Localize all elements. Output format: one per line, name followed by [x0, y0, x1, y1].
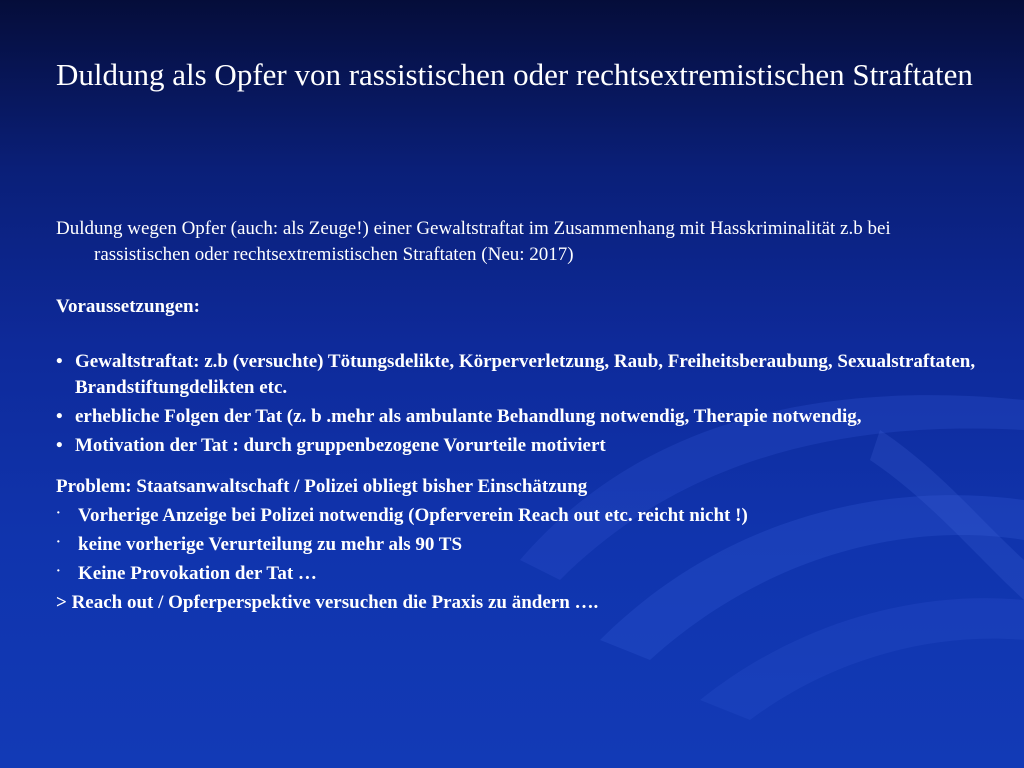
problem-heading: Problem: Staatsanwaltschaft / Polizei obliegt bisher Einschätzung: [56, 476, 588, 497]
problem-text: keine vorherige Verurteilung zu mehr als 90 TS: [78, 534, 463, 555]
problem-list: [56, 503, 986, 587]
list-item: [56, 503, 986, 529]
bullet-icon: •: [56, 351, 63, 372]
conditions-heading: Voraussetzungen:: [56, 296, 200, 317]
intro-text: Duldung wegen Opfer (auch: als Zeuge!) einer Gewaltstraftat im Zusammenhang mit Hasskriminalität z.b bei rassistischen oder rechtsextremistischen Straftaten (Neu: 2017): [56, 218, 891, 265]
problem-text: Keine Provokation der Tat …: [78, 563, 317, 584]
list-item: [56, 561, 986, 587]
condition-text: Motivation der Tat : durch gruppenbezogene Vorurteile motiviert: [75, 435, 606, 456]
list-item: [56, 404, 986, 430]
problem-text: Vorherige Anzeige bei Polizei notwendig (Opferverein Reach out etc. reicht nicht !): [78, 505, 748, 526]
slide-title: Duldung als Opfer von rassistischen oder rechtsextremistischen Straftaten: [56, 57, 973, 92]
condition-text: Gewaltstraftat: z.b (versuchte) Tötungsdelikte, Körperverletzung, Raub, Freiheitsberaubung, Sexualstraftaten, Brandstiftungdelikten etc.: [75, 351, 976, 398]
slide-content: [56, 216, 986, 619]
dot-bullet-icon: ·: [56, 535, 61, 550]
bullet-icon: •: [56, 435, 63, 456]
bullet-icon: •: [56, 406, 63, 427]
list-item: [56, 349, 986, 401]
closing-text: > Reach out / Opferperspektive versuchen die Praxis zu ändern ….: [56, 592, 599, 613]
dot-bullet-icon: ·: [56, 506, 61, 521]
conditions-list: [56, 349, 986, 459]
dot-bullet-icon: ·: [56, 564, 61, 579]
list-item: [56, 532, 986, 558]
list-item: [56, 433, 986, 459]
condition-text: erhebliche Folgen der Tat (z. b .mehr als ambulante Behandlung notwendig, Therapie notwendig,: [75, 406, 862, 427]
